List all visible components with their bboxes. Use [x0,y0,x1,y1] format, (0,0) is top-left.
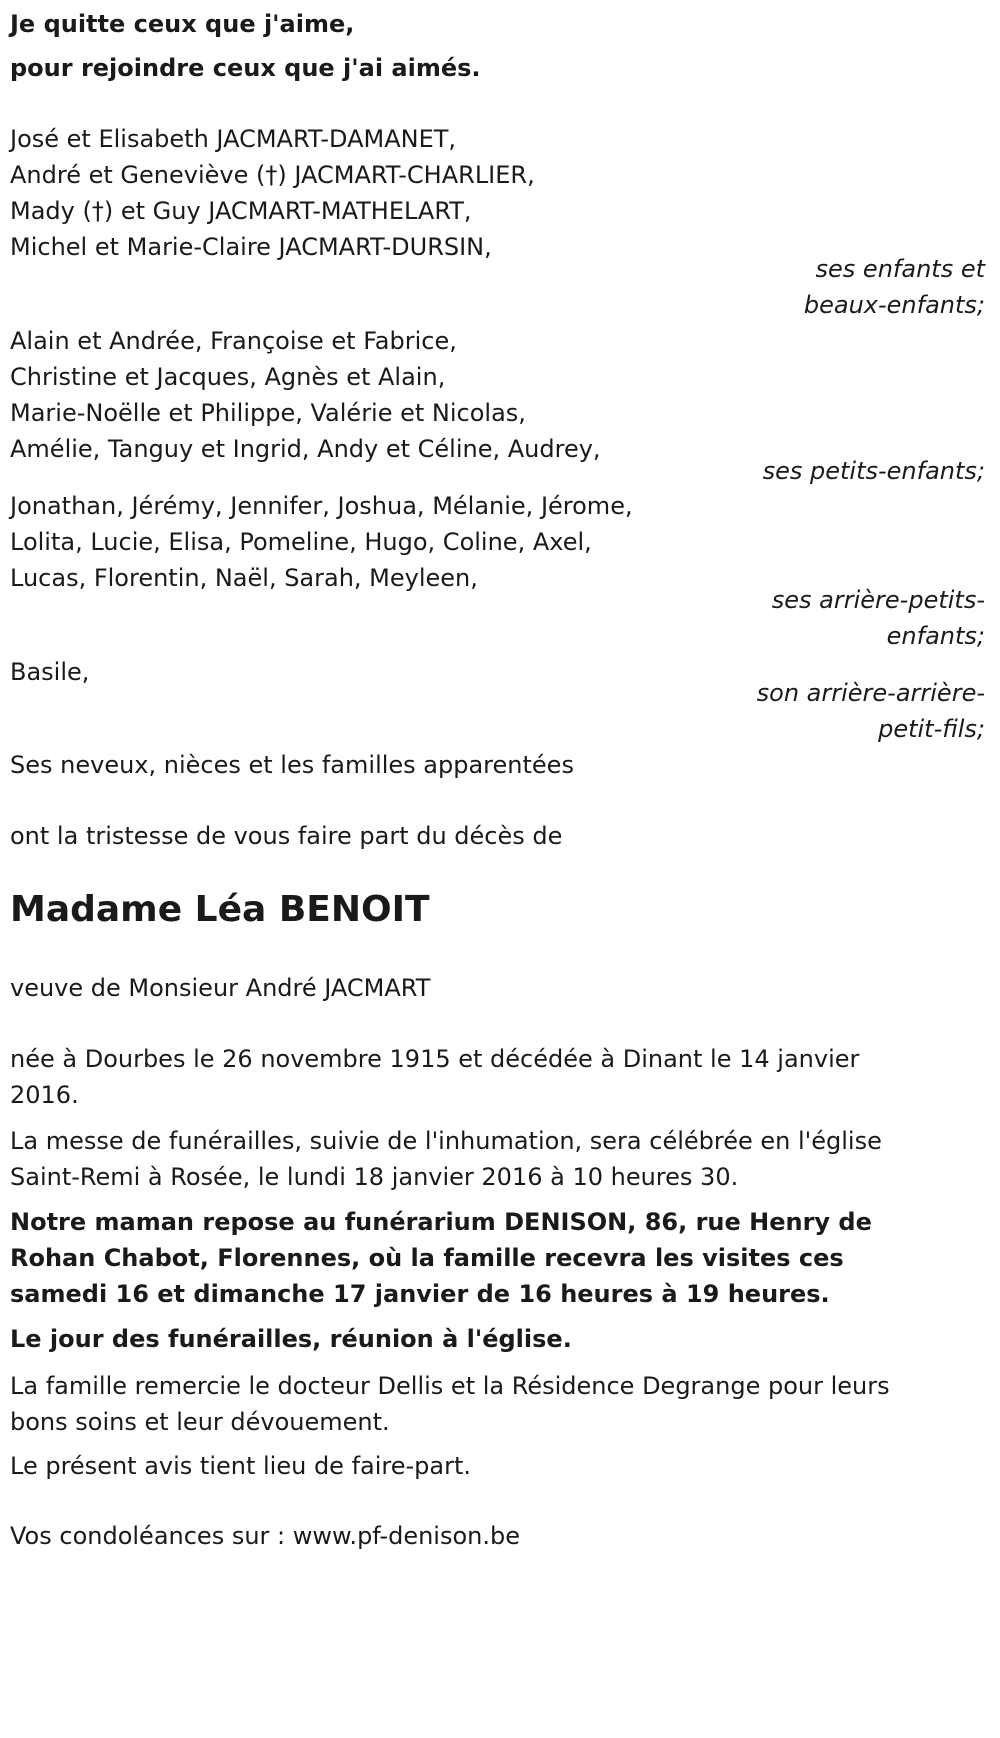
great-grandchildren-line: Lucas, Florentin, Naël, Sarah, Meyleen, [10,564,478,592]
thanks-text: La famille remercie le docteur Dellis et la Résidence Degrange pour leurs bons soins et leur dévouement. [10,1372,890,1436]
great-great-grandchild-role-line-2: petit-fils; [878,715,985,743]
great-grandchildren-line: Jonathan, Jérémy, Jennifer, Joshua, Mélanie, Jérome, [10,492,633,520]
funeral-mass-text: La messe de funérailles, suivie de l'inhumation, sera célébrée en l'église Saint-Remi à Rosée, le lundi 18 janvier 2016 à 10 heures 30. [10,1127,882,1191]
widow-of-text: veuve de Monsieur André JACMART [10,974,431,1002]
grandchildren-line: Christine et Jacques, Agnès et Alain, [10,363,446,391]
visitation-text: Notre maman repose au funérarium DENISON, 86, rue Henry de Rohan Chabot, Florennes, où la famille recevra les visites ces samedi 16 et dimanche 17 janvier de 16 heures à 19 heures. [10,1208,872,1308]
announcement-text: ont la tristesse de vous faire part du décès de [10,822,563,850]
meeting-text: Le jour des funérailles, réunion à l'église. [10,1325,572,1353]
epigraph-line-1: Je quitte ceux que j'aime, [10,10,355,38]
children-line: Michel et Marie-Claire JACMART-DURSIN, [10,233,492,261]
epigraph-line-2: pour rejoindre ceux que j'ai aimés. [10,54,481,82]
great-great-grandchild-role-line-1: son arrière-arrière- [756,679,985,707]
deceased-name: Madame Léa BENOIT [10,889,430,930]
grandchildren-line: Amélie, Tanguy et Ingrid, Andy et Céline, Audrey, [10,435,601,463]
great-grandchildren-role-line-2: enfants; [886,622,985,650]
grandchildren-line: Alain et Andrée, Françoise et Fabrice, [10,327,457,355]
notice-text: Le présent avis tient lieu de faire-part. [10,1452,472,1480]
great-grandchildren-line: Lolita, Lucie, Elisa, Pomeline, Hugo, Coline, Axel, [10,528,592,556]
condolences-text: Vos condoléances sur : www.pf-denison.be [10,1522,520,1550]
children-role-line-1: ses enfants et [815,255,985,283]
children-line: André et Geneviève (†) JACMART-CHARLIER, [10,161,535,189]
grandchildren-line: Marie-Noëlle et Philippe, Valérie et Nicolas, [10,399,526,427]
children-role-line-2: beaux-enfants; [803,291,985,319]
grandchildren-role: ses petits-enfants; [762,457,985,485]
relatives-text: Ses neveux, nièces et les familles apparentées [10,751,574,779]
birth-death-text: née à Dourbes le 26 novembre 1915 et décédée à Dinant le 14 janvier 2016. [10,1045,860,1109]
great-grandchildren-role-line-1: ses arrière-petits- [771,586,985,614]
children-line: Mady (†) et Guy JACMART-MATHELART, [10,197,472,225]
children-line: José et Elisabeth JACMART-DAMANET, [10,125,457,153]
great-great-grandchild-name: Basile, [10,658,90,686]
